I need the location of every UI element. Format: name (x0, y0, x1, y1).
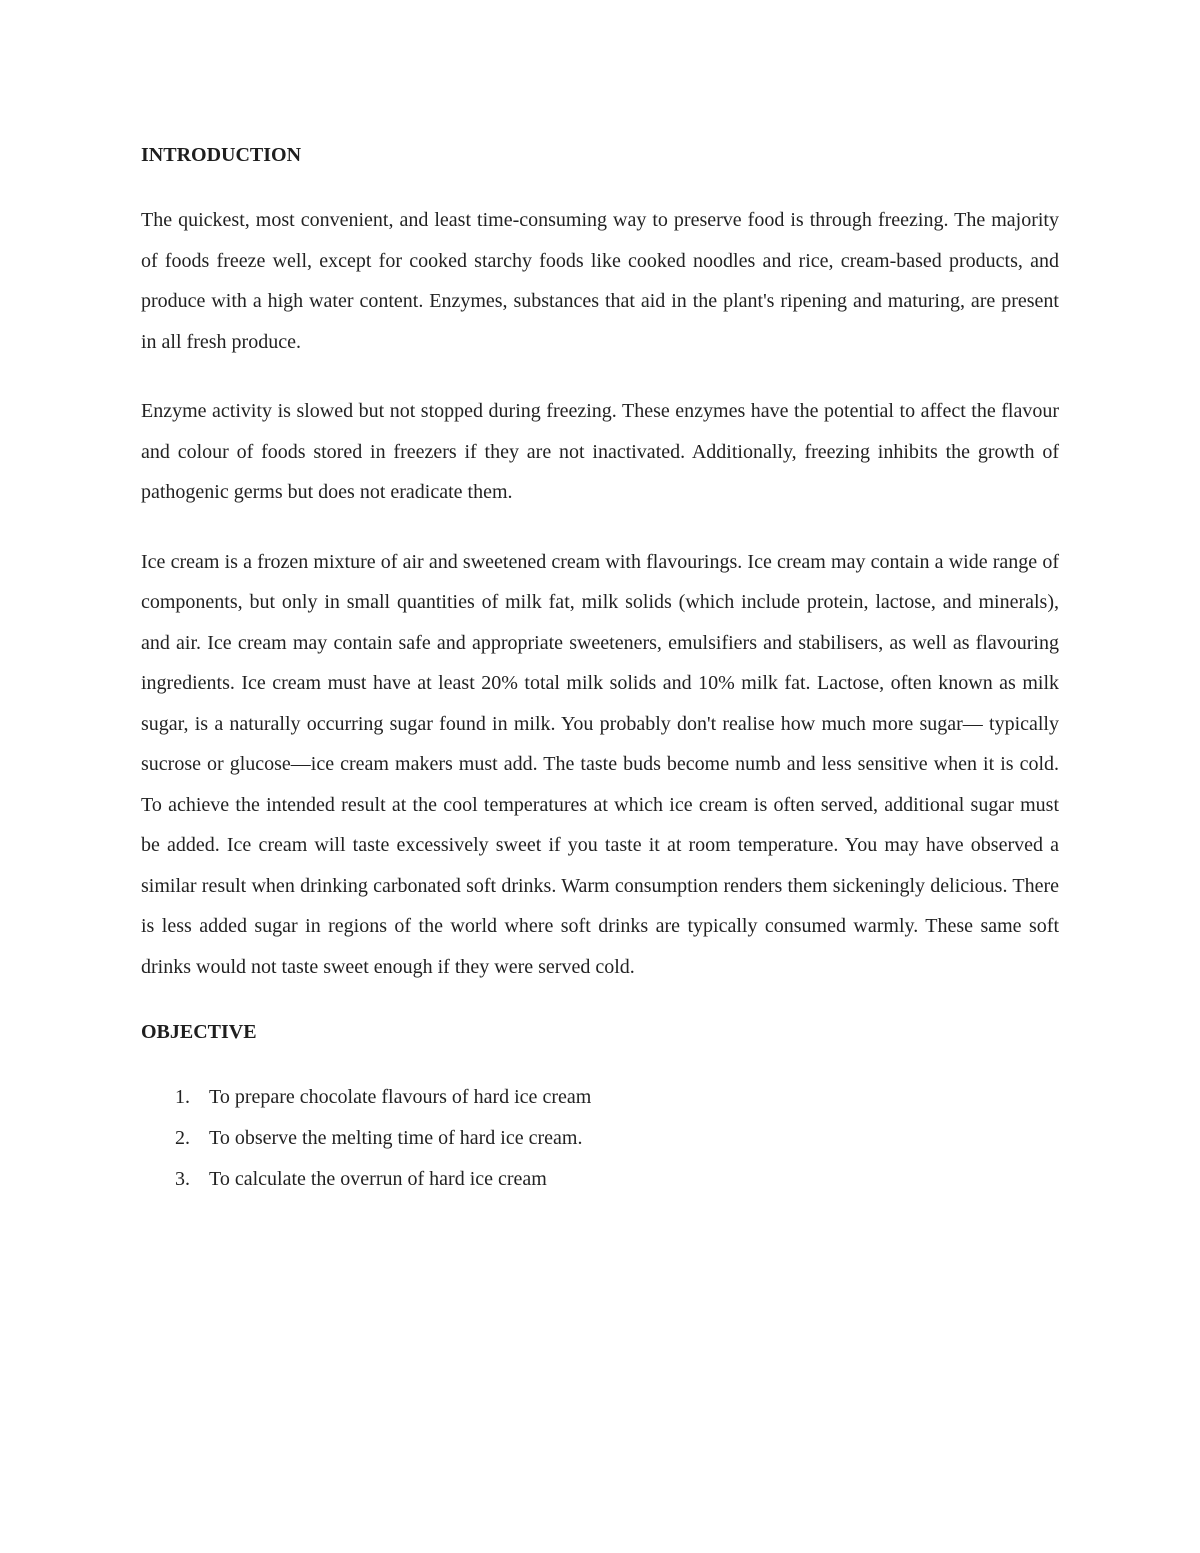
list-item-number: 1. (175, 1086, 190, 1108)
intro-paragraph-2: Enzyme activity is slowed but not stopped during freezing. These enzymes have the potential to affect the flavour and colour of foods stored in freezers if they are not inactivated. Additionally, freezing inhibits the growth of pathogenic germs but does not eradicate them. (141, 400, 1059, 503)
document-page (141, 140, 1059, 1200)
list-item-text: To calculate the overrun of hard ice cream (209, 1168, 547, 1190)
list-item-text: To observe the melting time of hard ice cream. (209, 1127, 583, 1149)
list-item (141, 1118, 1059, 1159)
objective-list (141, 1077, 1059, 1200)
list-item-number: 3. (175, 1168, 190, 1190)
list-item-number: 2. (175, 1127, 190, 1149)
list-item (141, 1077, 1059, 1118)
list-item-text: To prepare chocolate flavours of hard ice cream (209, 1086, 592, 1108)
intro-paragraph-3: Ice cream is a frozen mixture of air and sweetened cream with flavourings. Ice cream may contain a wide range of components, but only in small quantities of milk fat, milk solids (which include protein, lactose, and minerals), and air. Ice cream may contain safe and appropriate sweeteners, emulsifiers and stabilisers, as well as flavouring ingredients. Ice cream must have at least 20% total milk solids and 10% milk fat. Lactose, often known as milk sugar, is a naturally occurring sugar found in milk. You probably don't realise how much more sugar— typically sucrose or glucose—ice cream makers must add. The taste buds become numb and less sensitive when it is cold. To achieve the intended result at the cool temperatures at which ice cream is often served, additional sugar must be added. Ice cream will taste excessively sweet if you taste it at room temperature. You may have observed a similar result when drinking carbonated soft drinks. Warm consumption renders them sickeningly delicious. There is less added sugar in regions of the world where soft drinks are typically consumed warmly. These same soft drinks would not taste sweet enough if they were served cold. (141, 550, 1059, 978)
list-item (141, 1159, 1059, 1200)
intro-paragraph-1: The quickest, most convenient, and least time-consuming way to preserve food is through freezing. The majority of foods freeze well, except for cooked starchy foods like cooked noodles and rice, cream-based products, and produce with a high water content. Enzymes, substances that aid in the plant's ripening and maturing, are present in all fresh produce. (141, 209, 1059, 353)
objective-heading: OBJECTIVE (141, 1021, 257, 1043)
introduction-heading: INTRODUCTION (141, 144, 302, 166)
